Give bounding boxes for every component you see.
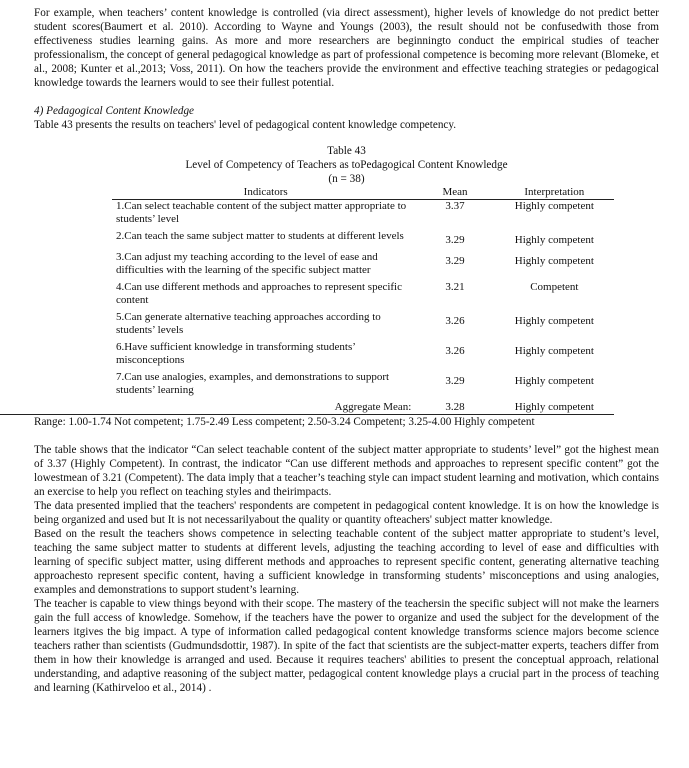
interpretation-cell: Highly competent (514, 315, 594, 327)
indicator-cell: 1.Can select teachable content of the subject matter appropriate to students’ level (116, 200, 407, 225)
section-lead: Table 43 presents the results on teachers' level of pedagogical content knowledge competency. (34, 119, 457, 131)
discussion-paragraph: The teacher is capable to view things beyond with their scope. The mastery of the teachersin the specific subject will not make the learners gain the full access of knowledge. Somehow, if the teachers have the power to organize and used the subject for the development of the learners itgives the big impact. A type of information called pedagogical content knowledge transforms science majors become science teachers rather than scientists (Gudmundsdottir, 1987). In spite of the fact that scientists are the subject-matter experts, teachers differ from them in how their knowledge is arranged and used. Because it requires teachers' abilities to present the conceptual approach, relational understanding, and adaptive reasoning of the subject matter, pedagogical content knowledge plays a crucial part in the process of teaching and learning (Kathirveloo et al., 2014) . (34, 598, 659, 694)
table-row (112, 200, 614, 231)
range-legend: Range: 1.00-1.74 Not competent; 1.75-2.49 Less competent; 2.50-3.24 Competent; 3.25-4.00 Highly competent (0, 414, 614, 429)
indicator-cell: 5.Can generate alternative teaching approaches according to students’ levels (116, 311, 381, 336)
discussion-paragraph: The table shows that the indicator “Can select teachable content of the subject matter appropriate to students’ level” got the highest mean of 3.37 (Highly Competent). In contrast, the indicator “Can use different methods and approaches to represent specific content” got the lowestmean of 3.21 (Competent). The data imply that a teacher’s teaching style can impact student learning and motivation, which contains an exercise to help you reflect on teaching styles and theirimpacts. (34, 444, 659, 498)
aggregate-interpretation: Highly competent (514, 401, 594, 413)
header-mean: Mean (415, 186, 494, 200)
table-row (112, 281, 614, 311)
discussion-paragraph: The data presented implied that the teachers' respondents are competent in pedagogical content knowledge. It is on how the knowledge is being organized and used but It is not necessarilyabout the quality or quantity ofteachers' subject matter knowledge. (34, 500, 659, 526)
indicator-cell: 6.Have sufficient knowledge in transforming students’ misconceptions (116, 341, 356, 366)
document-page (34, 6, 659, 695)
table-row (112, 311, 614, 341)
mean-cell: 3.26 (445, 315, 465, 327)
table-header-row (112, 186, 614, 200)
section-heading: 4) Pedagogical Content Knowledge (34, 105, 195, 117)
interpretation-cell: Competent (530, 281, 579, 293)
aggregate-mean: 3.28 (445, 401, 465, 413)
table-row (112, 341, 614, 371)
table-n: (n = 38) (328, 173, 365, 185)
mean-cell: 3.21 (445, 281, 465, 293)
mean-cell: 3.29 (445, 234, 465, 246)
indicator-cell: 4.Can use different methods and approaches to represent specific content (116, 281, 402, 306)
table-row (112, 371, 614, 401)
indicator-cell: 2.Can teach the same subject matter to students at different levels (116, 230, 404, 242)
interpretation-cell: Highly competent (514, 345, 594, 357)
mean-cell: 3.29 (445, 255, 465, 267)
mean-cell: 3.26 (445, 345, 465, 357)
interpretation-cell: Highly competent (514, 375, 594, 387)
interpretation-cell: Highly competent (514, 200, 594, 212)
table-number: Table 43 (327, 145, 366, 157)
header-interpretation: Interpretation (495, 186, 614, 200)
mean-cell: 3.29 (445, 375, 465, 387)
competency-table (112, 186, 614, 414)
table-row (112, 251, 614, 281)
discussion-paragraph: Based on the result the teachers shows competence in selecting teachable content of the subject matter appropriate to student’s level, teaching the same subject matter to students at different levels, adjusting the teaching according to level of ease and difficulties with learning of specific subject matter, using different methods and approaches to represent specific content, generating alternative teaching approachesto represent specific content, having a sufficient knowledge in transforming students’ misconceptions and using analogies, examples and demonstrations to support student’s learning. (34, 528, 659, 596)
indicator-cell: 3.Can adjust my teaching according to the level of ease and difficulties with the learning of the specific subject matter (116, 251, 378, 276)
interpretation-cell: Highly competent (514, 234, 594, 246)
interpretation-cell: Highly competent (514, 255, 594, 267)
aggregate-row (112, 401, 614, 414)
mean-cell: 3.37 (445, 200, 465, 212)
indicator-cell: 7.Can use analogies, examples, and demonstrations to support students’ learning (116, 371, 390, 396)
aggregate-label: Aggregate Mean: (334, 401, 412, 413)
header-indicators: Indicators (112, 186, 415, 200)
table-title: Level of Competency of Teachers as toPedagogical Content Knowledge (185, 159, 508, 171)
intro-paragraph: For example, when teachers’ content knowledge is controlled (via direct assessment), higher levels of knowledge do not predict better student scores(Baumert et al. 2010). According to Wayne and Youngs (2003), the result should not be confusedwith those from effectiveness studies learning gains. As more and more researchers are beginningto conduct the empirical studies of teacher professionalism, the concept of general pedagogical knowledge as part of professional competence is becoming more relevant (Blomeke, et al., 2008; Kunter et al.,2013; Voss, 2011). On how the teachers provide the environment and effective teaching strategies or pedagogical knowledge towards the learners would to see their fullest potential. (34, 7, 659, 89)
table-row (112, 230, 614, 251)
